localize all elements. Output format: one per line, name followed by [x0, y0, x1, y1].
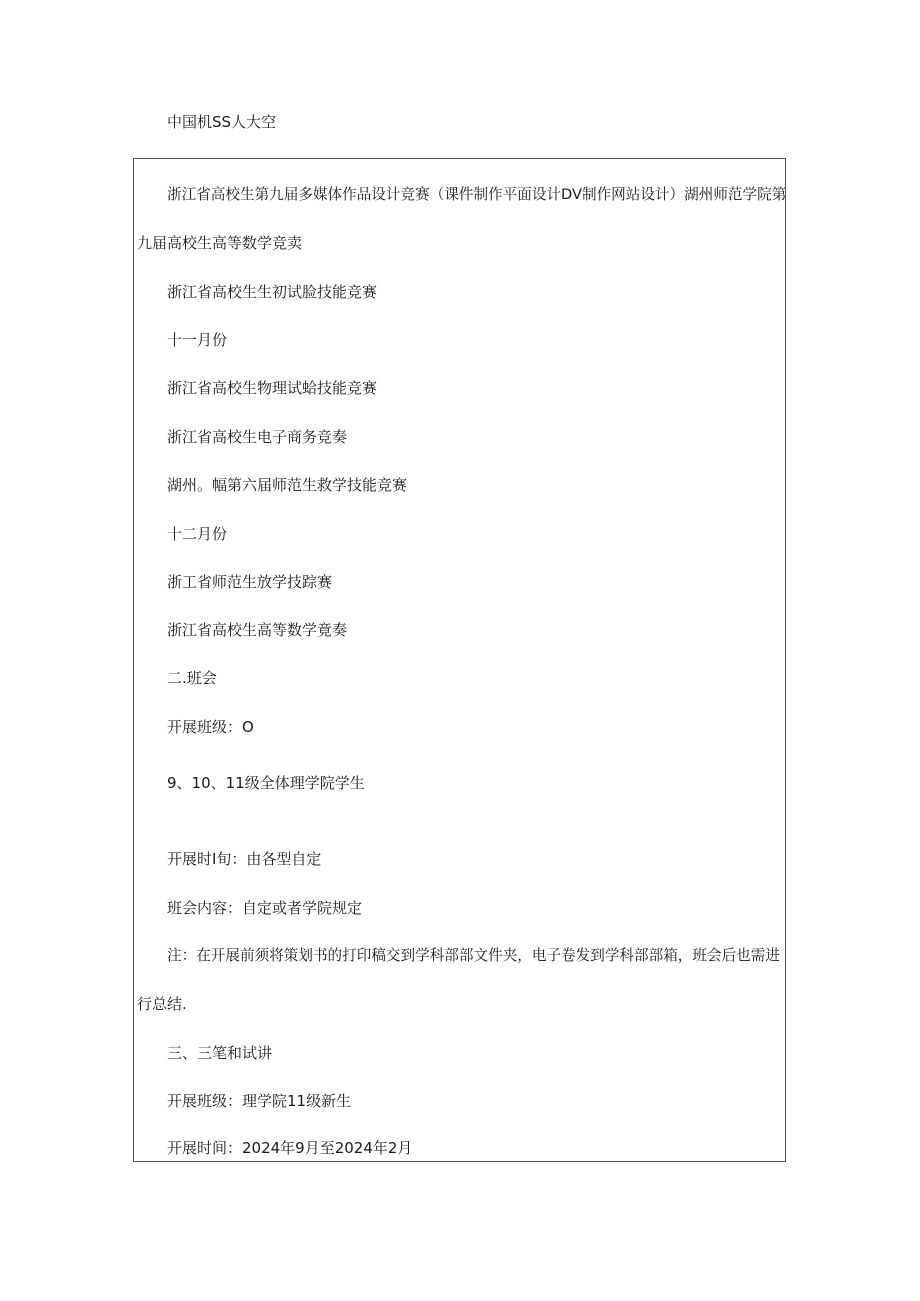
- text-line: 十二月份: [167, 525, 228, 543]
- text-line: 浙江省高校生电子商务竞奏: [167, 428, 348, 446]
- text-line: 开展班级：理学院11级新生: [167, 1092, 352, 1110]
- text-line: 9、10、11级全体理学院学生: [167, 774, 365, 792]
- text-line: 浙江省高校生物理试蛤技能竞赛: [167, 379, 378, 397]
- text-line: 浙江省高校生生初试脸技能竞赛: [167, 283, 378, 301]
- text-line: 浙工省师范生放学技踪赛: [167, 573, 333, 591]
- text-line: 开展班级：O: [167, 718, 254, 736]
- text-line: 浙江省高校生第九届多媒体作品设计竞赛（课件制作平面设计DV制作网站设计）湖州师范学院第: [167, 186, 787, 203]
- text-line: 三、三笔和试讲: [167, 1044, 273, 1062]
- text-line: 九届高校生高等数学竞卖: [137, 234, 303, 252]
- text-line: 浙江省高校生高等数学竟奏: [167, 621, 348, 639]
- text-line: 行总结.: [137, 995, 187, 1013]
- text-line: 开展时I旬：由各型自定: [167, 850, 322, 868]
- page-header-text: 中国机SS人大空: [167, 113, 277, 131]
- content-box: [133, 158, 786, 1162]
- text-line: 注：在开展前须将策划书的打印稿交到学科部部文件夹，电子卷发到学科部部箱，班会后也需进: [167, 947, 780, 964]
- text-line: 湖州。幅第六届师范生救学技能竞赛: [167, 476, 408, 494]
- text-line: 开展时间：2024年9月至2024年2月: [167, 1139, 413, 1157]
- text-line: 十一月份: [167, 331, 228, 349]
- text-line: 班会内容：自定或者学院规定: [167, 899, 363, 917]
- text-line: 二.班会: [167, 669, 217, 687]
